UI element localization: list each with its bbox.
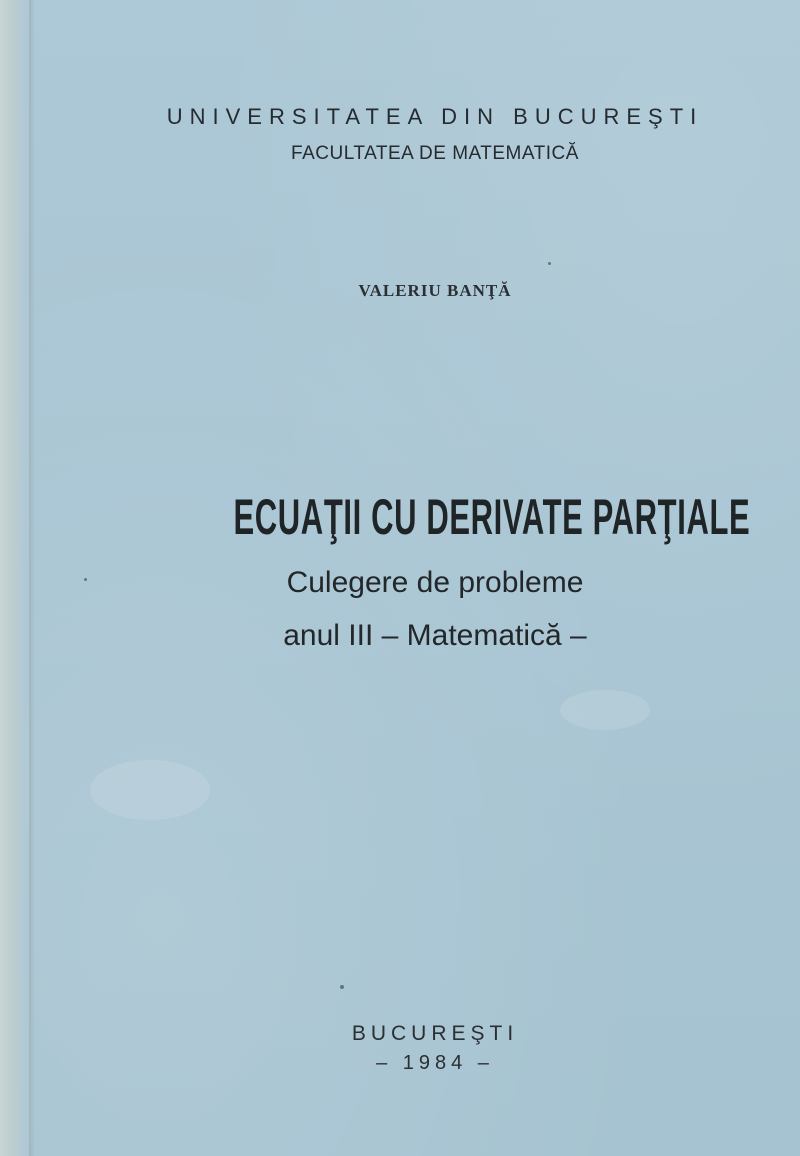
ink-speck <box>340 985 344 989</box>
paper-stain <box>90 760 210 820</box>
ink-speck <box>548 262 551 265</box>
university-name: UNIVERSITATEA DIN BUCUREŞTI <box>166 104 704 129</box>
publication-year: – 1984 – <box>376 1052 494 1074</box>
cover-spine-edge <box>0 0 31 1156</box>
course-year: anul III – Matematică – <box>283 619 587 652</box>
author-name: VALERIU BANŢĂ <box>358 281 512 300</box>
ink-speck <box>84 578 87 581</box>
book-title: ECUAŢII CU DERIVATE PARŢIALE <box>233 489 751 545</box>
spine-shadow <box>29 0 35 1156</box>
publication-city: BUCUREŞTI <box>351 1022 519 1045</box>
book-subtitle: Culegere de probleme <box>286 566 584 599</box>
faculty-name: FACULTATEA DE MATEMATICĂ <box>291 143 579 164</box>
paper-stain <box>560 690 650 730</box>
